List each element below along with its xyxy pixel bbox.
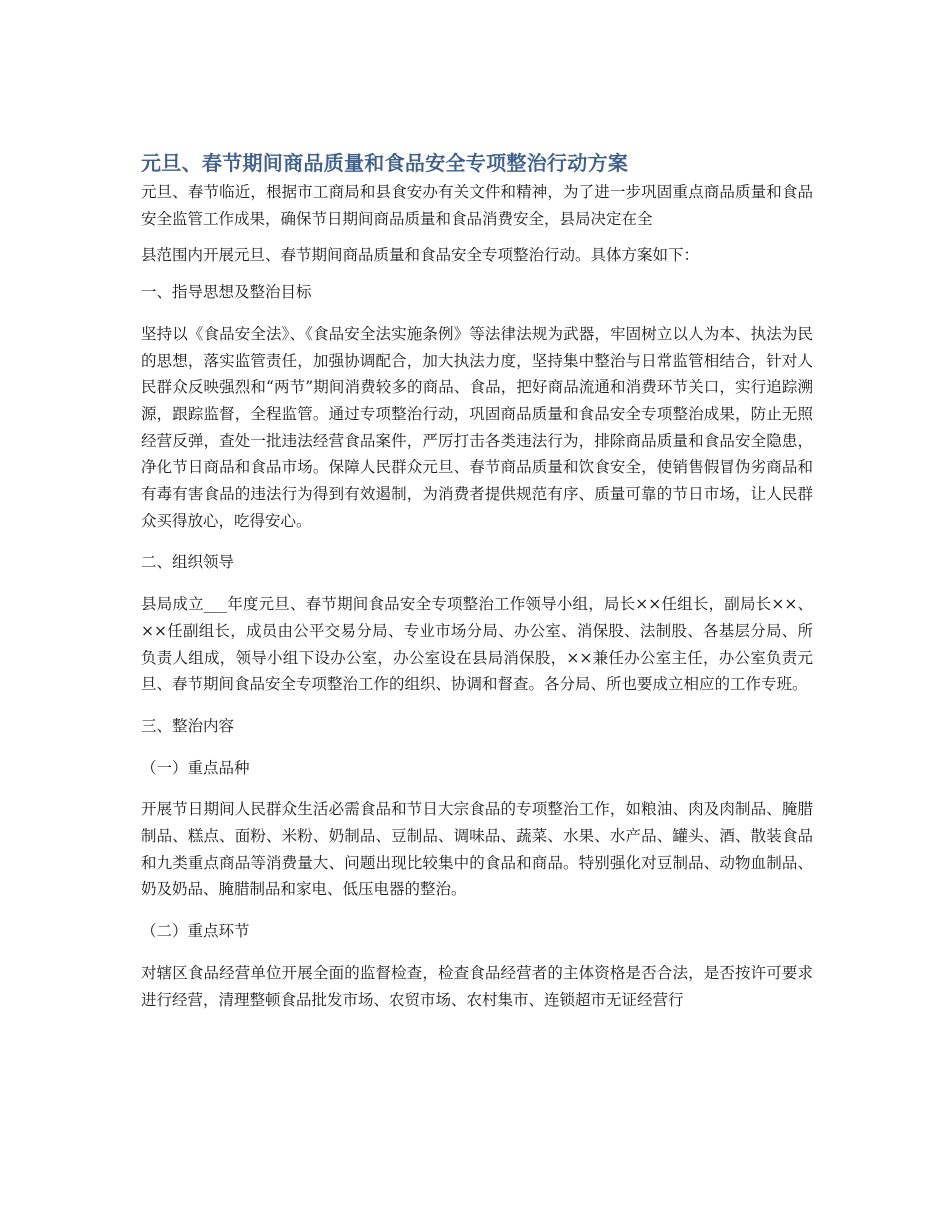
section-body-guiding-principles: 坚持以《食品安全法》、《食品安全法实施条例》等法律法规为武器，牢固树立以人为本、执法为民的思想，落实监管责任，加强协调配合，加大执法力度，坚持集中整治与日常监管相结合，针对人民群众反映强烈和“两节”期间消费较多的商品、食品，把好商品流通和消费环节关口，实行追踪溯源，跟踪监督，全程监管。通过专项整治行动，巩固商品质量和食品安全专项整治成果，防止无照经营反弹，查处一批违法经营食品案件，严厉打击各类违法行为，排除商品质量和食品安全隐患，净化节日商品和食品市场。保障人民群众元旦、春节商品质量和饮食安全，使销售假冒伪劣商品和有毒有害食品的违法行为得到有效遏制，为消费者提供规范有序、质量可靠的节日市场，让人民群众买得放心，吃得安心。 [141,324,813,530]
subsection-heading-key-links: （二）重点环节 [141,922,250,941]
document-title: 元旦、春节期间商品质量和食品安全专项整治行动方案 [141,151,629,175]
subsection-heading-key-varieties: （一）重点品种 [141,758,250,777]
intro-paragraph: 元旦、春节临近，根据市工商局和县食安办有关文件和精神，为了进一步巩固重点商品质量和食品安全监管工作成果，确保节日期间商品质量和食品消费安全，县局决定在全 [141,183,813,228]
document-body [141,148,813,1028]
subsection-body-key-varieties: 开展节日期间人民群众生活必需食品和节日大宗食品的专项整治工作，如粮油、肉及肉制品、腌腊制品、糕点、面粉、米粉、奶制品、豆制品、调味品、蔬菜、水果、水产品、罐头、酒、散装食品和九类重点商品等消费量大、问题出现比较集中的食品和商品。特别强化对豆制品、动物血制品、奶及奶品、腌腊制品和家电、低压电器的整治。 [141,800,813,899]
section-heading-rectification-content: 三、整治内容 [141,716,235,735]
subsection-body-key-links: 对辖区食品经营单位开展全面的监督检查，检查食品经营者的主体资格是否合法，是否按许可要求进行经营，清理整顿食品批发市场、农贸市场、农村集市、连锁超市无证经营行 [141,963,813,1009]
section-heading-organization: 二、组织领导 [141,553,235,572]
intro-paragraph-continued: 县范围内开展元旦、春节期间商品质量和食品安全专项整治行动。具体方案如下： [141,246,700,265]
section-body-organization: 县局成立___年度元旦、春节期间食品安全专项整治工作领导小组，局长××任组长，副局长××、××任副组长，成员由公平交易分局、专业市场分局、办公室、消保股、法制股、各基层分局、所负责人组成，领导小组下设办公室，办公室设在县局消保股，××兼任办公室主任，办公室负责元旦、春节期间食品安全专项整治工作的组织、协调和督查。各分局、所也要成立相应的工作专班。 [141,595,813,694]
section-heading-guiding-principles: 一、指导思想及整治目标 [141,283,312,302]
